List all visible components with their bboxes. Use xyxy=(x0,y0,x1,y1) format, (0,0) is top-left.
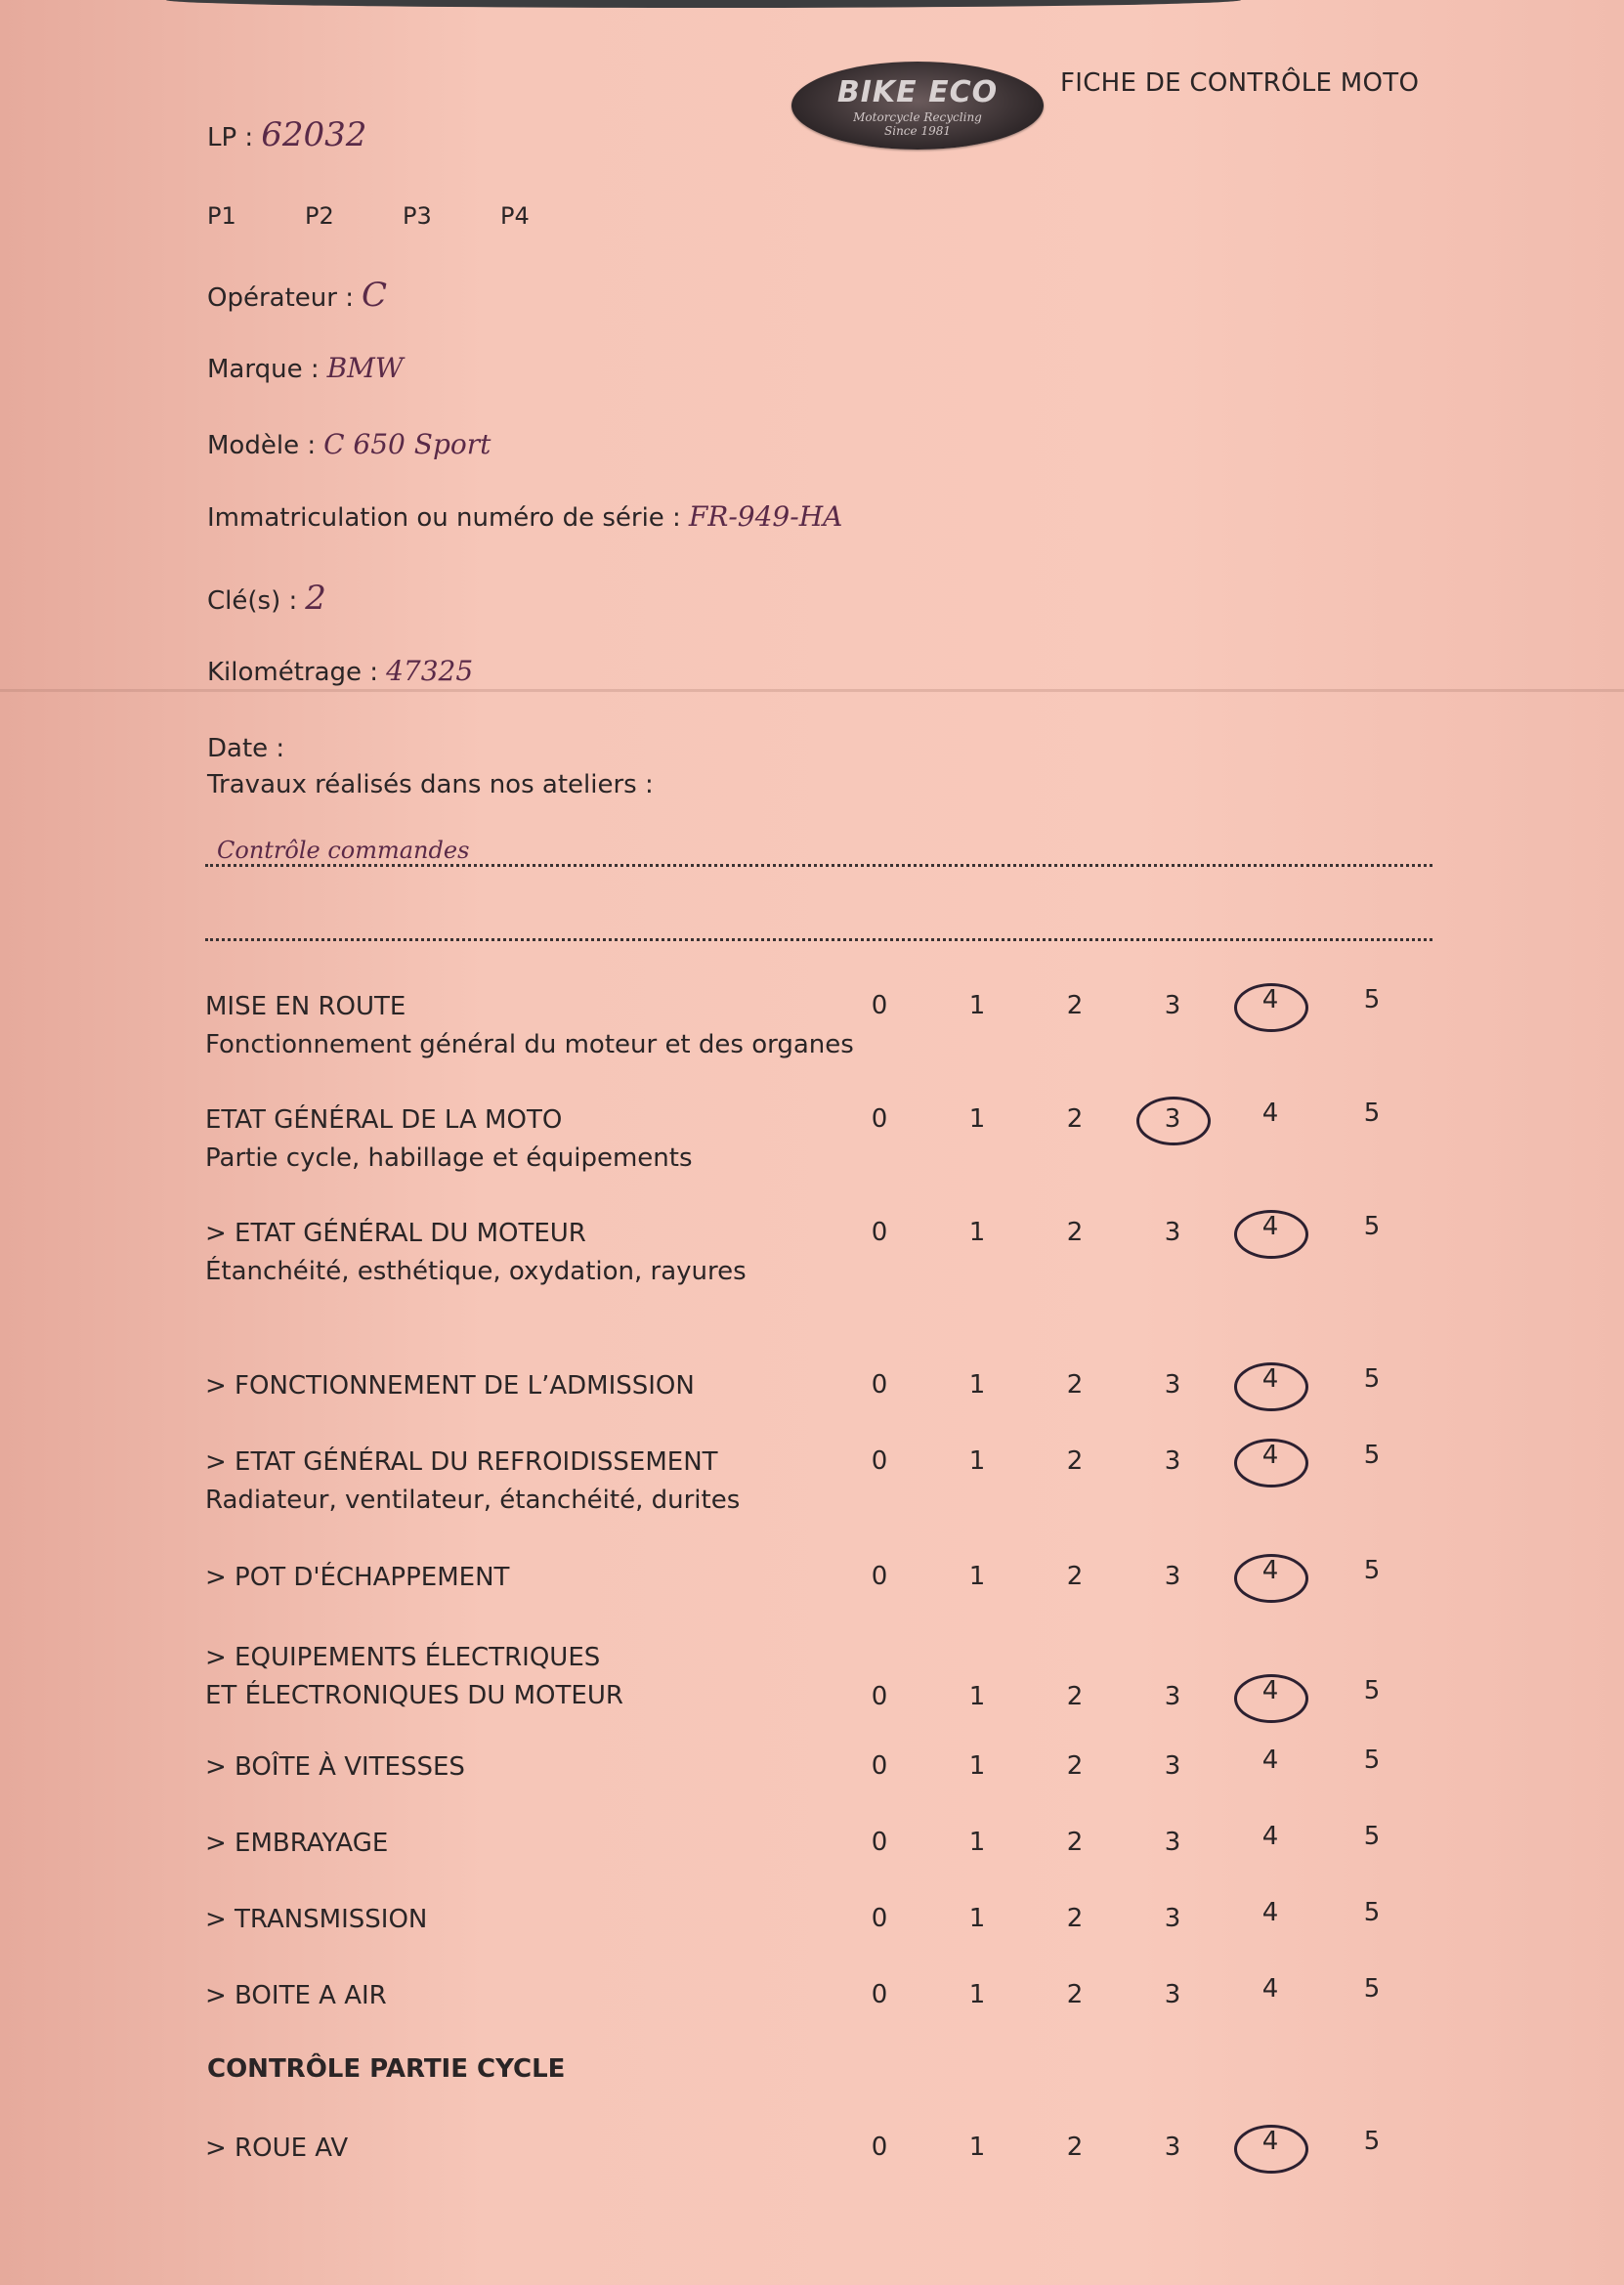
row-title: ETAT GÉNÉRAL DE LA MOTO xyxy=(205,1105,563,1135)
date-label: Date : xyxy=(207,734,285,763)
cycle-row-score-1[interactable]: 1 xyxy=(968,2133,986,2162)
row-selected-circle xyxy=(1234,1674,1308,1723)
row-title: > EMBRAYAGE xyxy=(205,1829,389,1858)
row-score-3[interactable]: 3 xyxy=(1164,1104,1181,1134)
date-field xyxy=(207,731,292,763)
row-score-3[interactable]: 3 xyxy=(1164,1751,1181,1781)
row-title: > ETAT GÉNÉRAL DU MOTEUR xyxy=(205,1219,586,1248)
row-score-4[interactable]: 4 xyxy=(1261,1212,1279,1241)
row-score-3[interactable]: 3 xyxy=(1164,1446,1181,1476)
row-score-3[interactable]: 3 xyxy=(1164,1218,1181,1247)
row-score-2[interactable]: 2 xyxy=(1066,1446,1084,1476)
row-score-4[interactable]: 4 xyxy=(1261,1441,1279,1470)
row-score-1[interactable]: 1 xyxy=(968,1682,986,1711)
row-subtitle: ET ÉLECTRONIQUES DU MOTEUR xyxy=(205,1681,623,1710)
row-title: > TRANSMISSION xyxy=(205,1905,428,1934)
lp-label: LP : xyxy=(207,123,254,152)
cycle-row-score-5[interactable]: 5 xyxy=(1363,2127,1381,2156)
row-selected-circle xyxy=(1234,1554,1308,1603)
row-selected-circle xyxy=(1234,1439,1308,1487)
row-score-4[interactable]: 4 xyxy=(1261,985,1279,1014)
modele-value[interactable]: C 650 Sport xyxy=(323,428,491,460)
row-score-0[interactable]: 0 xyxy=(871,1104,888,1134)
row-score-2[interactable]: 2 xyxy=(1066,1218,1084,1247)
row-score-0[interactable]: 0 xyxy=(871,1682,888,1711)
operateur-field xyxy=(207,276,387,315)
travaux-label: Travaux réalisés dans nos ateliers : xyxy=(207,770,654,799)
row-score-1[interactable]: 1 xyxy=(968,991,986,1020)
marque-value[interactable]: BMW xyxy=(326,352,404,384)
paper-edge-shadow xyxy=(166,0,1241,8)
row-score-1[interactable]: 1 xyxy=(968,1980,986,2009)
cles-field xyxy=(207,579,326,618)
immatriculation-value[interactable]: FR-949-HA xyxy=(688,500,843,533)
cycle-row-title: > ROUE AV xyxy=(205,2134,349,2163)
row-score-5[interactable]: 5 xyxy=(1363,1099,1381,1128)
row-score-5[interactable]: 5 xyxy=(1363,1898,1381,1927)
row-title: > POT D'ÉCHAPPEMENT xyxy=(205,1563,510,1592)
row-score-0[interactable]: 0 xyxy=(871,1980,888,2009)
modele-label: Modèle : xyxy=(207,431,317,460)
row-title: > EQUIPEMENTS ÉLECTRIQUES xyxy=(205,1643,601,1672)
row-title: > BOITE A AIR xyxy=(205,1981,387,2010)
row-score-5[interactable]: 5 xyxy=(1363,985,1381,1014)
row-score-4[interactable]: 4 xyxy=(1261,1364,1279,1394)
lp-field xyxy=(207,115,366,154)
page-title: FICHE DE CONTRÔLE MOTO xyxy=(1060,68,1420,98)
bike-eco-logo xyxy=(791,62,1044,150)
row-score-2[interactable]: 2 xyxy=(1066,1104,1084,1134)
travaux-line-2[interactable] xyxy=(205,938,1432,941)
cycle-row-score-4[interactable]: 4 xyxy=(1261,2127,1279,2156)
row-score-5[interactable]: 5 xyxy=(1363,1676,1381,1705)
row-selected-circle xyxy=(1136,1097,1211,1145)
row-score-0[interactable]: 0 xyxy=(871,1562,888,1591)
cycle-row-score-0[interactable]: 0 xyxy=(871,2133,888,2162)
row-score-1[interactable]: 1 xyxy=(968,1104,986,1134)
cycle-row-score-3[interactable]: 3 xyxy=(1164,2133,1181,2162)
row-title: > ETAT GÉNÉRAL DU REFROIDISSEMENT xyxy=(205,1447,718,1477)
marque-field xyxy=(207,352,404,384)
position-p3[interactable]: P3 xyxy=(403,202,432,230)
row-score-5[interactable]: 5 xyxy=(1363,1212,1381,1241)
row-score-4[interactable]: 4 xyxy=(1261,1676,1279,1705)
operateur-label: Opérateur : xyxy=(207,283,354,313)
row-score-2[interactable]: 2 xyxy=(1066,1751,1084,1781)
marque-label: Marque : xyxy=(207,355,320,384)
row-score-2[interactable]: 2 xyxy=(1066,1682,1084,1711)
modele-field xyxy=(207,428,491,460)
row-score-2[interactable]: 2 xyxy=(1066,1904,1084,1933)
row-subtitle: Partie cycle, habillage et équipements xyxy=(205,1143,693,1173)
row-score-4[interactable]: 4 xyxy=(1261,1974,1279,2004)
row-selected-circle xyxy=(1234,1362,1308,1411)
row-subtitle: Radiateur, ventilateur, étanchéité, durites xyxy=(205,1486,741,1515)
row-title: > BOÎTE À VITESSES xyxy=(205,1752,465,1782)
row-score-1[interactable]: 1 xyxy=(968,1562,986,1591)
row-score-2[interactable]: 2 xyxy=(1066,1562,1084,1591)
row-score-0[interactable]: 0 xyxy=(871,1751,888,1781)
row-score-3[interactable]: 3 xyxy=(1164,1370,1181,1400)
row-score-0[interactable]: 0 xyxy=(871,1828,888,1857)
row-score-3[interactable]: 3 xyxy=(1164,1828,1181,1857)
row-score-0[interactable]: 0 xyxy=(871,1218,888,1247)
logo-tagline-text: Motorcycle Recycling xyxy=(853,110,982,124)
row-score-1[interactable]: 1 xyxy=(968,1446,986,1476)
row-score-5[interactable]: 5 xyxy=(1363,1822,1381,1851)
row-score-0[interactable]: 0 xyxy=(871,1370,888,1400)
row-score-3[interactable]: 3 xyxy=(1164,1980,1181,2009)
row-score-3[interactable]: 3 xyxy=(1164,1682,1181,1711)
travaux-handwriting: Contrôle commandes xyxy=(217,837,470,864)
row-score-1[interactable]: 1 xyxy=(968,1751,986,1781)
row-score-5[interactable]: 5 xyxy=(1363,1441,1381,1470)
logo-tagline xyxy=(791,110,1044,138)
cles-value[interactable]: 2 xyxy=(305,579,326,618)
row-title: MISE EN ROUTE xyxy=(205,992,406,1021)
position-p2[interactable]: P2 xyxy=(305,202,334,230)
kilometrage-value[interactable]: 47325 xyxy=(386,655,474,687)
row-score-0[interactable]: 0 xyxy=(871,1904,888,1933)
row-score-2[interactable]: 2 xyxy=(1066,991,1084,1020)
operateur-value[interactable]: C xyxy=(361,276,387,315)
row-score-1[interactable]: 1 xyxy=(968,1828,986,1857)
cycle-row-score-2[interactable]: 2 xyxy=(1066,2133,1084,2162)
row-score-5[interactable]: 5 xyxy=(1363,1556,1381,1585)
row-score-3[interactable]: 3 xyxy=(1164,991,1181,1020)
logo-since-text: Since 1981 xyxy=(884,124,951,138)
paper-fold xyxy=(0,689,1624,692)
row-score-0[interactable]: 0 xyxy=(871,991,888,1020)
row-score-4[interactable]: 4 xyxy=(1261,1822,1279,1851)
row-score-2[interactable]: 2 xyxy=(1066,1370,1084,1400)
row-score-4[interactable]: 4 xyxy=(1261,1898,1279,1927)
travaux-value[interactable] xyxy=(217,836,469,865)
position-p1[interactable]: P1 xyxy=(207,202,236,230)
row-score-1[interactable]: 1 xyxy=(968,1218,986,1247)
lp-value[interactable]: 62032 xyxy=(261,115,367,154)
row-subtitle: Fonctionnement général du moteur et des organes xyxy=(205,1030,854,1059)
row-score-5[interactable]: 5 xyxy=(1363,1746,1381,1775)
row-title: > FONCTIONNEMENT DE L’ADMISSION xyxy=(205,1371,695,1401)
row-score-5[interactable]: 5 xyxy=(1363,1364,1381,1394)
row-subtitle: Étanchéité, esthétique, oxydation, rayures xyxy=(205,1257,747,1286)
logo-brand-text: BIKE ECO xyxy=(836,75,999,109)
immatriculation-label: Immatriculation ou numéro de série : xyxy=(207,503,681,533)
kilometrage-label: Kilométrage : xyxy=(207,658,379,687)
row-score-2[interactable]: 2 xyxy=(1066,1980,1084,2009)
row-score-3[interactable]: 3 xyxy=(1164,1562,1181,1591)
kilometrage-field xyxy=(207,655,473,687)
cycle-row-selected-circle xyxy=(1234,2125,1308,2174)
row-score-3[interactable]: 3 xyxy=(1164,1904,1181,1933)
row-selected-circle xyxy=(1234,983,1308,1032)
row-score-1[interactable]: 1 xyxy=(968,1904,986,1933)
row-selected-circle xyxy=(1234,1210,1308,1259)
cles-label: Clé(s) : xyxy=(207,586,298,616)
row-score-0[interactable]: 0 xyxy=(871,1446,888,1476)
position-p4[interactable]: P4 xyxy=(500,202,530,230)
row-score-4[interactable]: 4 xyxy=(1261,1099,1279,1128)
row-score-1[interactable]: 1 xyxy=(968,1370,986,1400)
immatriculation-field xyxy=(207,500,842,533)
row-score-4[interactable]: 4 xyxy=(1261,1746,1279,1775)
section-title-partie-cycle: CONTRÔLE PARTIE CYCLE xyxy=(207,2054,566,2084)
row-score-2[interactable]: 2 xyxy=(1066,1828,1084,1857)
row-score-4[interactable]: 4 xyxy=(1261,1556,1279,1585)
row-score-5[interactable]: 5 xyxy=(1363,1974,1381,2004)
